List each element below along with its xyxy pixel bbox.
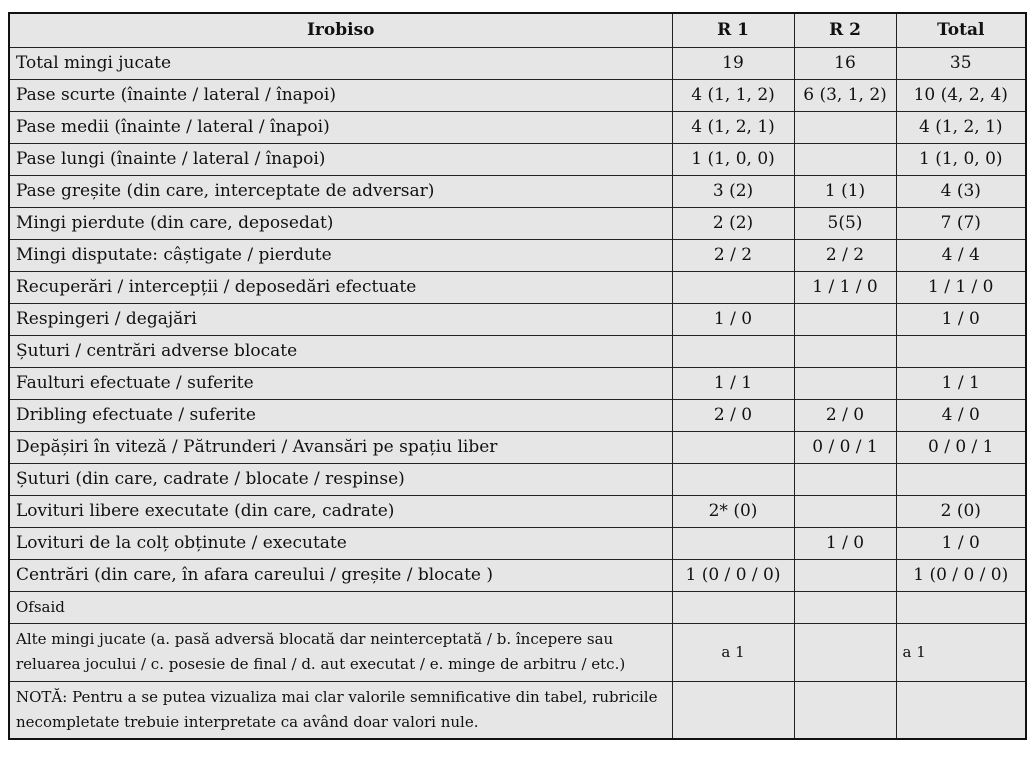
stat-r1: 1 (1, 0, 0): [672, 143, 794, 175]
player-stats-table: [8, 12, 1027, 740]
stat-r2: [794, 111, 896, 143]
stat-total: 10 (4, 2, 4): [896, 79, 1026, 111]
stat-label: Ofsaid: [9, 591, 672, 623]
other-balls-label: Alte mingi jucate (a. pasă adversă blocată dar neinterceptată / b. începere sau reluarea jocului / c. posesie de final / d. aut executat / e. minge de arbitru / etc.): [9, 623, 672, 681]
stat-label: Respingeri / degajări: [9, 303, 672, 335]
stat-r2: [794, 335, 896, 367]
stat-r2: 2 / 0: [794, 399, 896, 431]
stat-r1: 1 / 0: [672, 303, 794, 335]
stat-r1: [672, 431, 794, 463]
stat-r2: 1 / 1 / 0: [794, 271, 896, 303]
stat-total: 1 / 1 / 0: [896, 271, 1026, 303]
table-row: [9, 367, 1026, 399]
stat-r1: 2* (0): [672, 495, 794, 527]
stat-r1: [672, 591, 794, 623]
table-row: [9, 399, 1026, 431]
stat-r1: [672, 335, 794, 367]
stat-r1: 3 (2): [672, 175, 794, 207]
table-row: [9, 79, 1026, 111]
note-row: [9, 681, 1026, 739]
stat-r2: 5(5): [794, 207, 896, 239]
stat-r1: [672, 463, 794, 495]
stat-r1: 1 / 1: [672, 367, 794, 399]
stat-total: 4 (1, 2, 1): [896, 111, 1026, 143]
stat-r2: 6 (3, 1, 2): [794, 79, 896, 111]
stat-label: Pase medii (înainte / lateral / înapoi): [9, 111, 672, 143]
stat-label: Depășiri în viteză / Pătrunderi / Avansări pe spațiu liber: [9, 431, 672, 463]
header-player-name: Irobiso: [9, 13, 672, 47]
stat-total: 2 (0): [896, 495, 1026, 527]
table-row: [9, 239, 1026, 271]
other-balls-r1: a 1: [672, 623, 794, 681]
stat-label: Centrări (din care, în afara careului / greșite / blocate ): [9, 559, 672, 591]
stat-label: Pase lungi (înainte / lateral / înapoi): [9, 143, 672, 175]
stat-total: 35: [896, 47, 1026, 79]
stat-r2: 1 / 0: [794, 527, 896, 559]
stat-label: Recuperări / intercepții / deposedări efectuate: [9, 271, 672, 303]
table-row: [9, 559, 1026, 591]
stat-r1: 2 / 0: [672, 399, 794, 431]
stat-r1: [672, 527, 794, 559]
stat-r1: 1 (0 / 0 / 0): [672, 559, 794, 591]
stat-total: [896, 335, 1026, 367]
header-r1: R 1: [672, 13, 794, 47]
stat-total: [896, 591, 1026, 623]
stat-total: 1 (1, 0, 0): [896, 143, 1026, 175]
stat-r1: 4 (1, 1, 2): [672, 79, 794, 111]
stat-r2: [794, 303, 896, 335]
other-balls-row: [9, 623, 1026, 681]
stat-r2: [794, 463, 896, 495]
stat-r2: [794, 559, 896, 591]
stat-total: 1 / 0: [896, 527, 1026, 559]
stat-total: 1 / 1: [896, 367, 1026, 399]
stat-label: Lovituri de la colț obținute / executate: [9, 527, 672, 559]
header-r2: R 2: [794, 13, 896, 47]
table-row: [9, 335, 1026, 367]
stat-label: Faulturi efectuate / suferite: [9, 367, 672, 399]
stat-r1: 19: [672, 47, 794, 79]
extra-rows: [9, 623, 1026, 739]
table-row: [9, 495, 1026, 527]
header-row: [9, 13, 1026, 47]
stat-total: 7 (7): [896, 207, 1026, 239]
other-balls-total: a 1: [896, 623, 1026, 681]
table-row: [9, 47, 1026, 79]
note-r1: [672, 681, 794, 739]
stat-total: 4 / 4: [896, 239, 1026, 271]
stat-label: Pase scurte (înainte / lateral / înapoi): [9, 79, 672, 111]
stat-r2: 0 / 0 / 1: [794, 431, 896, 463]
stat-label: Mingi pierdute (din care, deposedat): [9, 207, 672, 239]
table-row: [9, 111, 1026, 143]
stat-r1: 2 (2): [672, 207, 794, 239]
stat-total: 4 / 0: [896, 399, 1026, 431]
stat-label: Lovituri libere executate (din care, cadrate): [9, 495, 672, 527]
stat-r2: [794, 367, 896, 399]
stat-label: Șuturi (din care, cadrate / blocate / respinse): [9, 463, 672, 495]
table-row: [9, 431, 1026, 463]
table-row: [9, 271, 1026, 303]
stat-total: 1 / 0: [896, 303, 1026, 335]
stat-r2: [794, 495, 896, 527]
stat-total: 4 (3): [896, 175, 1026, 207]
table-row: [9, 207, 1026, 239]
stat-label: Pase greșite (din care, interceptate de adversar): [9, 175, 672, 207]
stat-r2: 16: [794, 47, 896, 79]
stat-r2: 2 / 2: [794, 239, 896, 271]
stat-total: 1 (0 / 0 / 0): [896, 559, 1026, 591]
table-row: [9, 175, 1026, 207]
table-row: [9, 591, 1026, 623]
stat-label: Mingi disputate: câștigate / pierdute: [9, 239, 672, 271]
note-text: NOTĂ: Pentru a se putea vizualiza mai clar valorile semnificative din tabel, rubricile necompletate trebuie interpretate ca având doar valori nule.: [9, 681, 672, 739]
stat-r2: [794, 143, 896, 175]
other-balls-r2: [794, 623, 896, 681]
table-row: [9, 303, 1026, 335]
table-row: [9, 527, 1026, 559]
stat-r1: 2 / 2: [672, 239, 794, 271]
table-row: [9, 463, 1026, 495]
stats-body: [9, 47, 1026, 623]
table-row: [9, 143, 1026, 175]
stat-r2: [794, 591, 896, 623]
stats-table-container: [8, 12, 1027, 740]
stat-label: Total mingi jucate: [9, 47, 672, 79]
stat-total: [896, 463, 1026, 495]
stat-total: 0 / 0 / 1: [896, 431, 1026, 463]
stat-label: Șuturi / centrări adverse blocate: [9, 335, 672, 367]
note-total: [896, 681, 1026, 739]
header-total: Total: [896, 13, 1026, 47]
stat-r1: 4 (1, 2, 1): [672, 111, 794, 143]
stat-r1: [672, 271, 794, 303]
stat-label: Dribling efectuate / suferite: [9, 399, 672, 431]
stat-r2: 1 (1): [794, 175, 896, 207]
note-r2: [794, 681, 896, 739]
